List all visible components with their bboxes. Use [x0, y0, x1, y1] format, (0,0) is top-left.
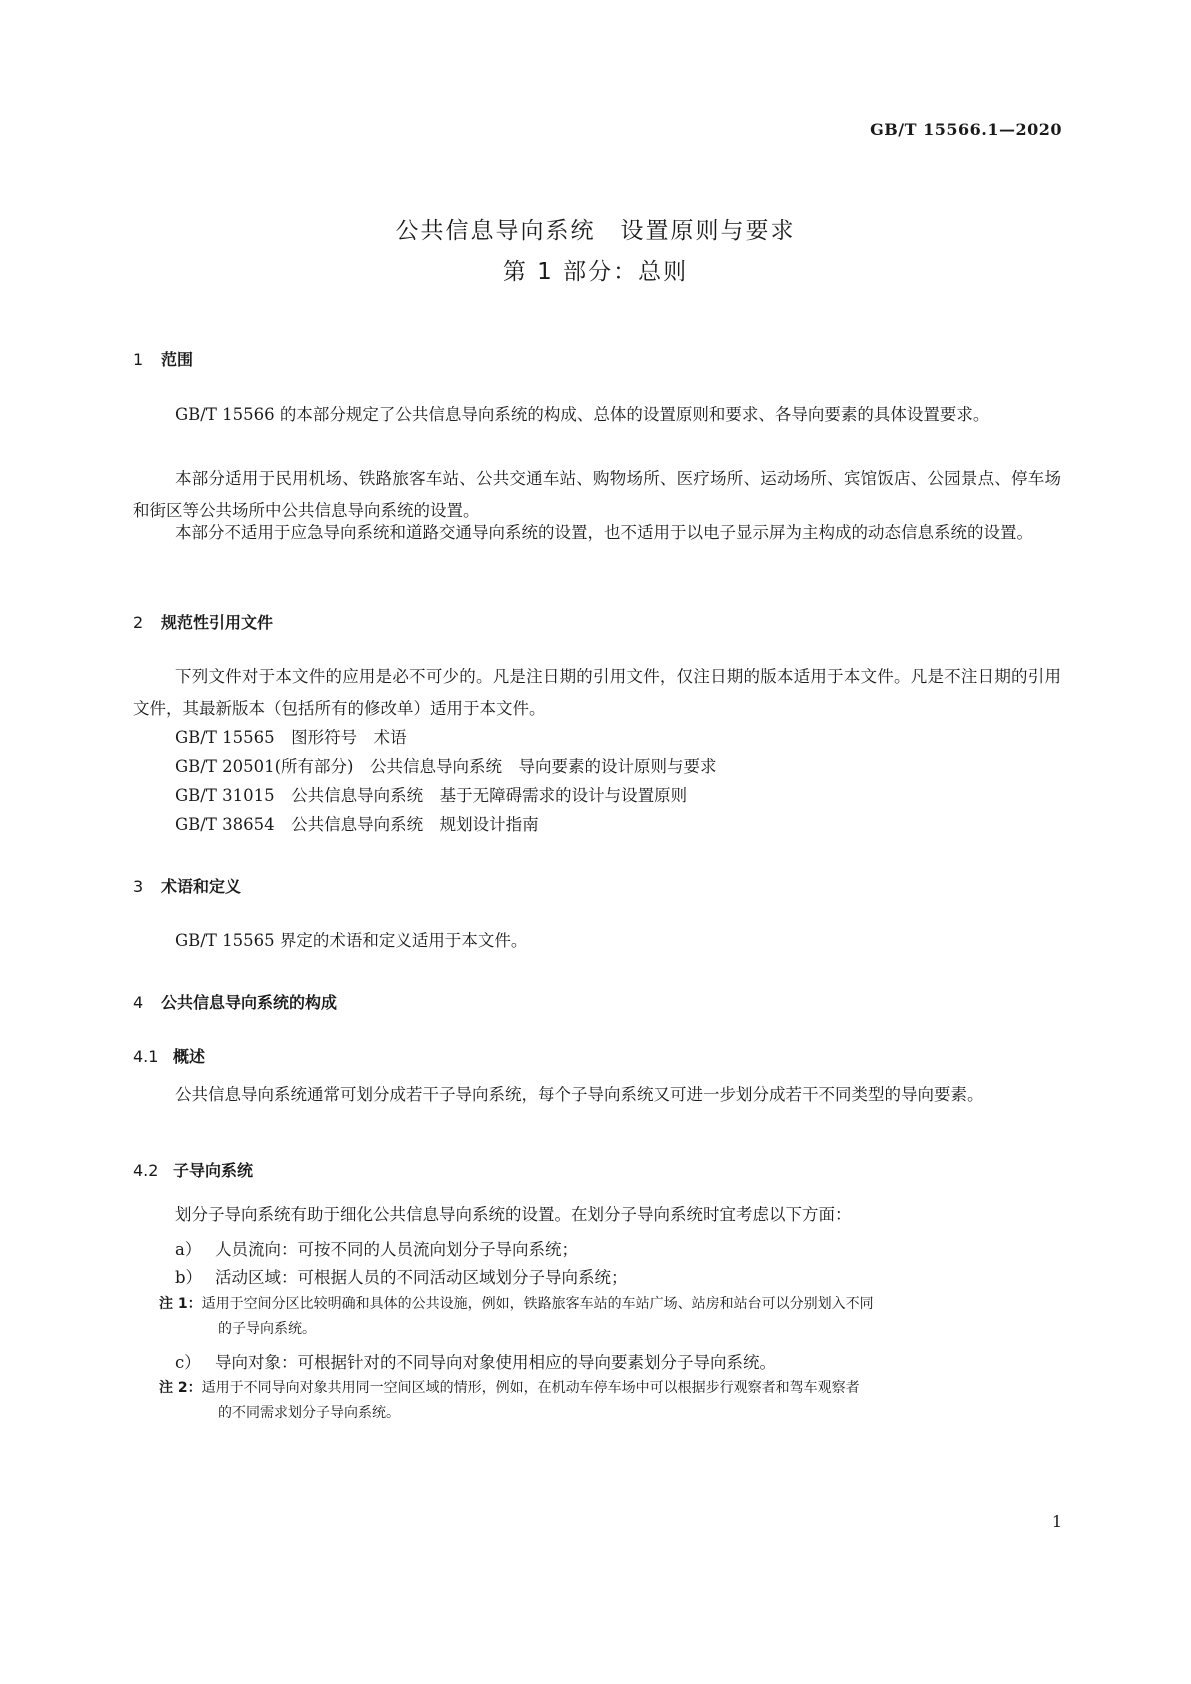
reference-item: GB/T 31015 公共信息导向系统 基于无障碍需求的设计与设置原则 — [175, 786, 688, 805]
section-number: 4 — [133, 993, 144, 1012]
section-number: 4.2 — [133, 1161, 159, 1180]
reference-item: GB/T 20501(所有部分) 公共信息导向系统 导向要素的设计原则与要求 — [175, 757, 717, 776]
list-item-b — [175, 1263, 628, 1292]
section-4-1-heading — [133, 1044, 205, 1067]
note-1 — [159, 1292, 1062, 1342]
section-2-paragraph: 下列文件对于本文件的应用是必不可少的。凡是注日期的引用文件，仅注日期的版本适用于本文件。凡是不注日期的引用文件，其最新版本（包括所有的修改单）适用于本文件。 — [133, 667, 1061, 718]
section-title: 子导向系统 — [173, 1161, 254, 1180]
document-subtitle: 第 1 部分：总则 — [502, 259, 689, 285]
reference-item: GB/T 15565 图形符号 术语 — [175, 728, 407, 747]
list-text: 导向对象：可根据针对的不同导向对象使用相应的导向要素划分子导向系统。 — [215, 1353, 776, 1372]
note-2 — [159, 1376, 1062, 1426]
section-number: 3 — [133, 877, 144, 896]
list-marker: b） — [175, 1268, 203, 1287]
section-number: 2 — [133, 613, 144, 632]
note-text: 适用于不同导向对象共用同一空间区域的情形，例如，在机动车停车场中可以根据步行观察者和驾车观察者 — [201, 1380, 860, 1396]
section-4-2-paragraph: 划分子导向系统有助于细化公共信息导向系统的设置。在划分子导向系统时宜考虑以下方面： — [175, 1205, 852, 1224]
note-text-continued: 的不同需求划分子导向系统。 — [218, 1405, 400, 1421]
section-title: 公共信息导向系统的构成 — [161, 993, 338, 1012]
section-title: 概述 — [173, 1047, 206, 1066]
note-label: 注 2： — [159, 1380, 202, 1396]
list-text: 活动区域：可根据人员的不同活动区域划分子导向系统； — [215, 1268, 628, 1287]
note-text: 适用于空间分区比较明确和具体的公共设施，例如，铁路旅客车站的车站广场、站房和站台可以分别划入不同 — [201, 1296, 874, 1312]
section-4-2-heading — [133, 1158, 253, 1181]
section-1-paragraph-3: 本部分不适用于应急导向系统和道路交通导向系统的设置，也不适用于以电子显示屏为主构成的动态信息系统的设置。 — [175, 523, 1033, 542]
section-title: 范围 — [161, 350, 194, 369]
section-title: 规范性引用文件 — [161, 613, 274, 632]
section-title: 术语和定义 — [161, 877, 242, 896]
section-4-heading — [133, 990, 337, 1013]
section-1-paragraph-1: GB/T 15566 的本部分规定了公共信息导向系统的构成、总体的设置原则和要求、各导向要素的具体设置要求。 — [175, 405, 990, 424]
reference-item: GB/T 38654 公共信息导向系统 规划设计指南 — [175, 815, 539, 834]
standard-code: GB/T 15566.1—2020 — [870, 120, 1062, 139]
section-3-heading — [133, 874, 241, 897]
note-text-continued: 的子导向系统。 — [218, 1321, 316, 1337]
list-marker: a） — [175, 1240, 202, 1259]
section-number: 1 — [133, 350, 144, 369]
list-text: 人员流向：可按不同的人员流向划分子导向系统； — [215, 1240, 578, 1259]
section-2-heading — [133, 610, 273, 633]
note-label: 注 1： — [159, 1296, 202, 1312]
page-number: 1 — [1051, 1512, 1062, 1531]
section-number: 4.1 — [133, 1047, 159, 1066]
document-title: 公共信息导向系统 设置原则与要求 — [395, 218, 796, 244]
section-3-paragraph: GB/T 15565 界定的术语和定义适用于本文件。 — [175, 931, 528, 950]
list-item-c — [175, 1348, 776, 1377]
section-1-heading — [133, 347, 193, 370]
list-item-a — [175, 1235, 578, 1264]
section-4-1-paragraph: 公共信息导向系统通常可划分成若干子导向系统，每个子导向系统又可进一步划分成若干不同类型的导向要素。 — [175, 1085, 984, 1104]
list-marker: c） — [175, 1353, 201, 1372]
section-1-paragraph-2: 本部分适用于民用机场、铁路旅客车站、公共交通车站、购物场所、医疗场所、运动场所、宾馆饭店、公园景点、停车场和街区等公共场所中公共信息导向系统的设置。 — [133, 469, 1061, 520]
